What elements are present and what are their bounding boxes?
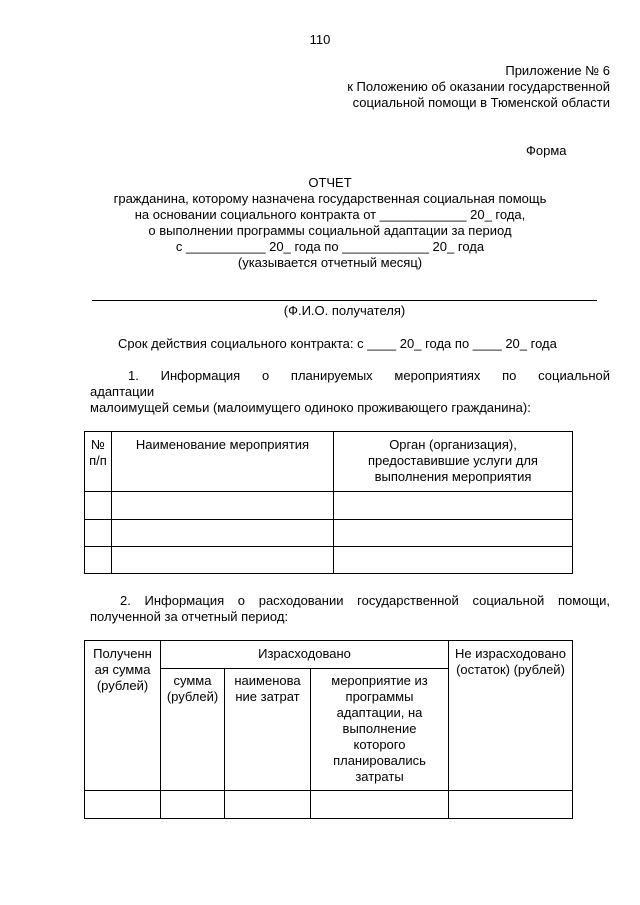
section2-text bbox=[90, 593, 610, 625]
form-label: Форма bbox=[526, 143, 567, 158]
appendix-line: к Положению об оказании государственной bbox=[347, 79, 610, 94]
table-cell[interactable] bbox=[112, 547, 334, 574]
table-cell[interactable] bbox=[85, 492, 112, 520]
table-cell[interactable] bbox=[334, 520, 573, 547]
received-amount-header: Полученн ая сумма (рублей) bbox=[85, 641, 161, 791]
table-cell[interactable] bbox=[311, 791, 449, 819]
column-header: № п/п bbox=[85, 432, 112, 492]
sum-header: сумма (рублей) bbox=[161, 669, 225, 791]
table-row bbox=[85, 791, 573, 819]
not-spent-header: Не израсходовано (остаток) (рублей) bbox=[449, 641, 573, 791]
section2-line: 2. Информация о расходовании государственной социальной помощи, bbox=[120, 593, 610, 608]
report-line: на основании социального контракта от ____________ 20_ года, bbox=[134, 207, 526, 222]
report-line: с ___________ 20_ года по ____________ 20_ года bbox=[175, 239, 485, 254]
activities-table bbox=[84, 431, 573, 574]
table-cell[interactable] bbox=[112, 520, 334, 547]
table-header-row bbox=[85, 432, 573, 492]
contract-term: Срок действия социального контракта: с ____ 20_ года по ____ 20_ года bbox=[118, 336, 557, 351]
table-cell[interactable] bbox=[449, 791, 573, 819]
expenditure-table bbox=[84, 640, 573, 819]
column-header: Орган (организация), предоставившие услуги для выполнения мероприятия bbox=[334, 432, 573, 492]
table-cell[interactable] bbox=[334, 492, 573, 520]
table-cell[interactable] bbox=[112, 492, 334, 520]
recipient-signature-line bbox=[92, 300, 597, 301]
activity-header: мероприятие из программы адаптации, на выполнение которого планировались затраты bbox=[311, 669, 449, 791]
table-cell[interactable] bbox=[334, 547, 573, 574]
report-line: (указывается отчетный месяц) bbox=[237, 255, 423, 270]
report-line: о выполнении программы социальной адаптации за период bbox=[148, 223, 512, 238]
table-cell[interactable] bbox=[161, 791, 225, 819]
table-row bbox=[85, 520, 573, 547]
appendix-line: Приложение № 6 bbox=[505, 63, 610, 78]
recipient-caption: (Ф.И.О. получателя) bbox=[283, 303, 406, 318]
table-cell[interactable] bbox=[225, 791, 311, 819]
section1-line: малоимущей семьи (малоимущего одиноко проживающего гражданина): bbox=[90, 400, 531, 415]
table-row bbox=[85, 547, 573, 574]
report-title: ОТЧЕТ bbox=[308, 175, 352, 190]
table-cell[interactable] bbox=[85, 547, 112, 574]
table-cell[interactable] bbox=[85, 791, 161, 819]
report-line: гражданина, которому назначена государственная социальная помощь bbox=[113, 191, 547, 206]
spent-header: Израсходовано bbox=[161, 641, 449, 669]
section1-text bbox=[90, 368, 610, 416]
table-header-row bbox=[85, 641, 573, 669]
table-cell[interactable] bbox=[85, 520, 112, 547]
page-number: 110 bbox=[309, 32, 331, 47]
section2-line: полученной за отчетный период: bbox=[90, 609, 289, 624]
section1-line: адаптации bbox=[90, 384, 155, 399]
appendix-block bbox=[210, 63, 610, 111]
column-header: Наименование мероприятия bbox=[112, 432, 334, 492]
cost-name-header: наименова ние затрат bbox=[225, 669, 311, 791]
table-row bbox=[85, 492, 573, 520]
section1-line: 1. Информация о планируемых мероприятиях по социальной bbox=[128, 368, 610, 383]
appendix-line: социальной помощи в Тюменской области bbox=[352, 95, 610, 110]
report-heading bbox=[60, 175, 600, 271]
